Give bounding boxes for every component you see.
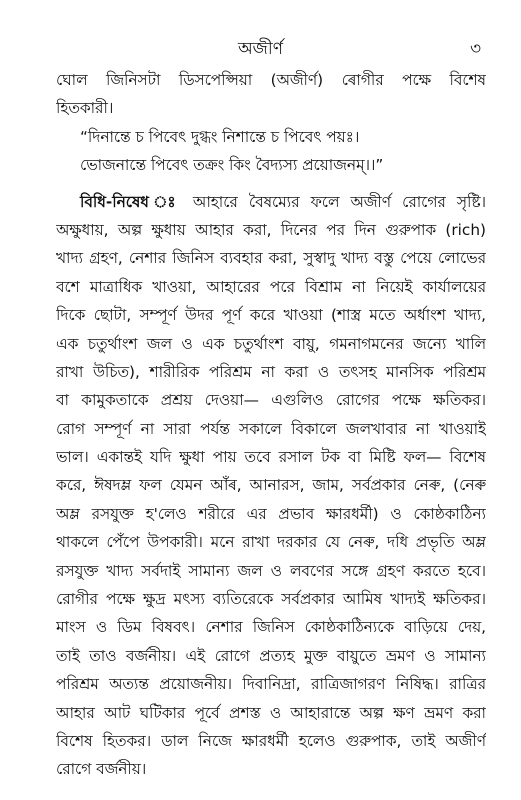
- text-line: খাদ্য গ্রহণ, নেশার জিনিস ব্যবহার করা, সুস্বাদু খাদ্য বস্তু পেয়ে লোভের: [56, 249, 486, 268]
- page-number: ৩: [469, 39, 481, 59]
- text-line: রোগ সম্পূর্ণ না সারা পর্যন্ত সকালে বিকালে জলখাবার না খাওয়াই: [56, 419, 486, 438]
- text-line: ঘোল জিনিসটা ডিসপেপ্সিয়া (অজীৰ্ণ) ৰোগীর পক্ষে বিশেষ: [56, 71, 486, 89]
- text-line: অম্ল রসযুক্ত হ'লেও শরীরে এর প্রভাব ক্ষারধর্মী) ও কোষ্ঠকাঠিন্য: [56, 504, 486, 523]
- verse-line: “দিনান্তে চ পিবেৎ দুগ্ধং নিশান্তে চ পিবেৎ পয়ঃ।: [80, 127, 360, 146]
- text-line: [56, 188, 486, 216]
- verse-line: ভোজনান্তে পিবেৎ তক্রং কিং বৈদ্যস্য প্রয়োজনম্।।”: [80, 156, 384, 175]
- body-text: [56, 66, 486, 784]
- text-line: ভাল। একান্তই যদি ক্ষুধা পায় তবে রসাল টক বা মিষ্টি ফল— বিশেষ: [56, 448, 486, 467]
- text-line: বশে মাত্রাধিক খাওয়া, আহারের পরে বিশ্রাম না নিয়েই কার্যালয়ের: [56, 277, 486, 296]
- text-line: মাংস ও ডিম বিষবৎ। নেশার জিনিস কোষ্ঠকাঠিন্যকে বাড়িয়ে দেয়,: [56, 618, 486, 637]
- text-line: বিশেষ হিতকর। ডাল নিজে ক্ষারধর্মী হলেও গুরুপাক, তাই অজীৰ্ণ: [56, 731, 486, 750]
- running-head-title: অজীৰ্ণ: [237, 39, 284, 59]
- text-line: রোগীর পক্ষে ক্ষুদ্র মৎস্য ব্যতিরেকে সর্বপ্রকার আমিষ খাদ্যই ক্ষতিকর।: [56, 590, 486, 609]
- text-line: দিকে ছোটা, সম্পূর্ণ উদর পূর্ণ করে খাওয়া (শাস্ত্র মতে অর্ধাংশ খাদ্য,: [56, 306, 486, 325]
- text-line: আহার আট ঘটিকার পূর্বে প্রশস্ত ও আহারান্তে অল্প ক্ষণ ভ্রমণ করা: [56, 703, 486, 722]
- text-line: রোগে বৰ্জনীয়।: [56, 760, 147, 779]
- text-line-rest: আহারে বৈষম্যের ফলে অজীৰ্ণ রোগের সৃষ্টি।: [192, 192, 486, 211]
- text-line: হিতকারী।: [56, 99, 114, 118]
- text-line: রাখা উচিত), শারীরিক পরিশ্রম না করা ও তৎসহ মানসিক পরিশ্রম: [56, 362, 486, 381]
- text-line: করে, ঈষদম্ল ফল যেমন আঁৰ, আনারস, জাম, সর্বপ্রকার নেৰু, (নেৰু: [56, 476, 486, 495]
- text-line: তাই তাও বৰ্জনীয়। এই রোগে প্রত্যহ মুক্ত বায়ুতে ভ্রমণ ও সামান্য: [56, 646, 486, 665]
- text-line: পরিশ্রম অত্যন্ত প্রয়োজনীয়। দিবানিদ্রা, রাত্রিজাগরণ নিষিদ্ধ। রাত্রির: [56, 675, 486, 694]
- text-line: রসযুক্ত খাদ্য সর্বদাই সামান্য জল ও লবণের সঙ্গে গ্রহণ করতে হবে।: [56, 561, 486, 580]
- section-heading: বিধি-নিষেধ ঃ: [80, 192, 182, 211]
- text-line: থাকলে পেঁপে উপকারী। মনে রাখা দরকার যে নেৰু, দধি প্রভৃতি অম্ল: [56, 533, 486, 552]
- text-line: অক্ষুধায়, অল্প ক্ষুধায় আহার করা, দিনের পর দিন গুরুপাক (rich): [56, 220, 486, 239]
- text-line: বা কামুকতাকে প্রশ্রয় দেওয়া— এগুলিও রোগের পক্ষে ক্ষতিকর।: [56, 391, 486, 410]
- text-line: এক চতুর্থাংশ জল ও এক চতুর্থাংশ বায়ু, গমনাগমনের জন্যে খালি: [56, 334, 486, 353]
